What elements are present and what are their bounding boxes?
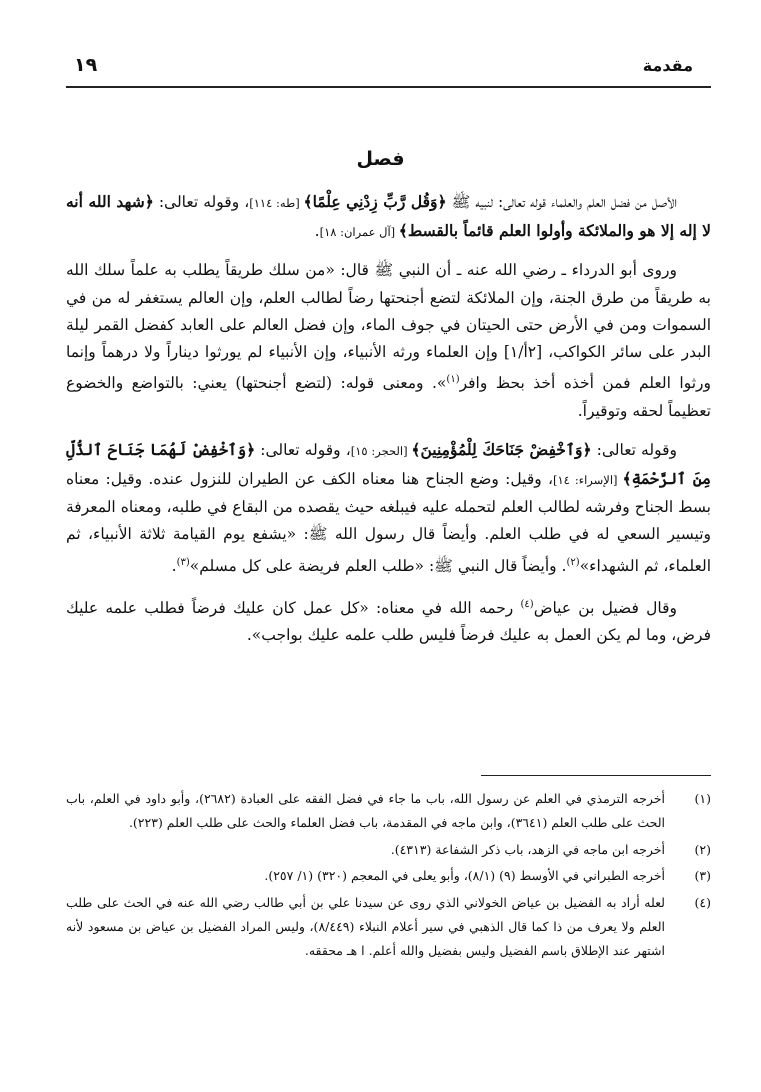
footnote-marker: (٣) bbox=[176, 556, 190, 568]
body-paragraph bbox=[66, 188, 711, 246]
verse-reference: [آل عمران: ١٨] bbox=[319, 225, 399, 240]
footnote-marker: (٢) bbox=[566, 556, 580, 568]
body-paragraph bbox=[66, 436, 711, 580]
page-number: ١٩ bbox=[74, 54, 98, 76]
paragraph-text: . bbox=[314, 222, 320, 241]
quran-verse: ﴿وَٱخْفِضْ لَهُمَا جَنَاحَ ٱلذُّلِّ مِنَ ٱلرَّحْمَةِ﴾ bbox=[66, 439, 711, 488]
footnote-text: لعله أراد به الفضيل بن عياض الخولاني الذي روى عن سيدنا علي بن أبي طالب رضي الله عنه في الحث على طلب العلم ولا يعرف من ذا كما قال الذهبي في سير أعلام النبلاء (٨/٤٤٩)، وليس المراد الفضيل بن عياض بن مسعود لأنه اشتهر عند الإطلاق باسم الفضيل وليس بفضيل والله أعلم. ا هـ محققه. bbox=[66, 895, 665, 958]
chapter-heading: فصل bbox=[356, 148, 405, 170]
body-text bbox=[66, 188, 711, 661]
paragraph-text: الأصل من فضل العلم والعلماء قوله تعالى: لنبيه ﷺ bbox=[446, 193, 678, 211]
footnote-number: (٢) bbox=[694, 841, 711, 857]
paragraph-text: ». ومعنى قوله: (لتضع أجنحتها) يعني: بالتواضع والخضوع تعظيماً لحقه وتوقيراً. bbox=[66, 374, 711, 420]
footnote-number: (٤) bbox=[694, 895, 711, 911]
paragraph-text: وروى أبو الدرداء ـ رضي الله عنه ـ أن النبي ﷺ قال: «من سلك طريقاً يطلب به علماً سلك الله به طريقاً من طرق الجنة، وإن الملائكة لتضع أجنحتها رضاً لطالب العلم، وإن العالم يستغفر له من في السموات ومن في الأرض حتى الحيتان في جوف الماء، وإن فضل العالم على العابد كفضل القمر ليلة البدر على سائر الكواكب، [٢أ/١] وإن العلماء ورثه الأنبياء، وإن الأنبياء لم يورثوا ديناراً ولا درهماً وإنما ورثوا العلم فمن أخذه أخذ بحظ وافر bbox=[66, 261, 711, 393]
footnote-divider bbox=[481, 775, 711, 776]
paragraph-text: ، وقوله تعالى: bbox=[255, 440, 351, 459]
footnote-number: (١) bbox=[694, 791, 711, 806]
footnote-marker: (٤) bbox=[520, 598, 534, 610]
paragraph-text: . وأيضاً قال النبي ﷺ: «طلب العلم فريضة على كل مسلم» bbox=[189, 556, 567, 575]
paragraph-text: ، وقوله تعالى: bbox=[153, 193, 250, 211]
paragraph-text: ، وقيل: وضع الجناح هنا معناه الكف عن الطيران للنزول عنده. وقيل: معناه بسط الجناح وفرشه لطالب العلم لتحمله عليه فيبلغه حيث يقصده من البقاع في طلبه، ومعناه المعرفة وتيسير السعي له في طلب العلم. وأيضاً قال رسول الله ﷺ: «يشفع يوم القيامة ثلاثة الأنبياء، ثم العلماء، ثم الشهداء» bbox=[66, 469, 711, 575]
verse-reference: [طه: ١١٤] bbox=[249, 196, 304, 210]
quran-verse: ﴿وَٱخْفِضْ جَنَاحَكَ لِلْمُؤْمِنِينَ﴾ bbox=[411, 439, 592, 459]
footnote-text: أخرجه الترمذي في العلم عن رسول الله، باب ما جاء في فضل الفقه على العبادة (٢٦٨٢)، وأبو داود في العلم، باب الحث على طلب العلم (٣٦٤١)، وابن ماجه في المقدمة، باب فضل العلماء والحث على طلب العلم (٢٢٣). bbox=[66, 791, 665, 830]
body-paragraph bbox=[66, 591, 711, 650]
footnote-item bbox=[66, 891, 711, 962]
paragraph-text: وقوله تعالى: bbox=[591, 440, 677, 459]
paragraph-text: رحمه الله في معناه: «كل عمل كان عليك فرضاً فطلب علمه عليك فرض، وما لم يكن العمل به عليك فرضاً فليس طلب علمه عليك بواجب». bbox=[66, 599, 711, 645]
body-paragraph bbox=[66, 257, 711, 424]
footnotes bbox=[66, 787, 711, 966]
footnote-number: (٣) bbox=[694, 868, 711, 884]
quran-verse: ﴿شهد الله أنه لا إله إلا هو والملائكة وأولوا العلم قائماً بالقسط﴾ bbox=[66, 192, 711, 241]
footnote-marker: (١) bbox=[446, 374, 460, 386]
quran-verse: ﴿وَقُل رَّبِّ زِدْنِي عِلْمًا﴾ bbox=[303, 192, 447, 211]
footnote-item bbox=[66, 838, 711, 862]
footnote-text: أخرجه ابن ماجه في الزهد، باب ذكر الشفاعة (٤٣١٣). bbox=[390, 841, 665, 857]
footnote-text: أخرجه الطبراني في الأوسط (٩) (٨/١)، وأبو يعلى في المعجم (٣٢٠) (١/ ٢٥٧). bbox=[264, 868, 665, 884]
section-title: مقدمة bbox=[642, 56, 693, 75]
paragraph-text: . bbox=[171, 556, 177, 575]
running-header bbox=[66, 52, 711, 88]
footnote-item bbox=[66, 787, 711, 835]
verse-reference: [الإسراء: ١٤] bbox=[552, 472, 623, 487]
verse-reference: [الحجر: ١٥] bbox=[350, 443, 412, 458]
footnote-item bbox=[66, 864, 711, 888]
paragraph-text: وقال فضيل بن عياض bbox=[533, 599, 677, 618]
